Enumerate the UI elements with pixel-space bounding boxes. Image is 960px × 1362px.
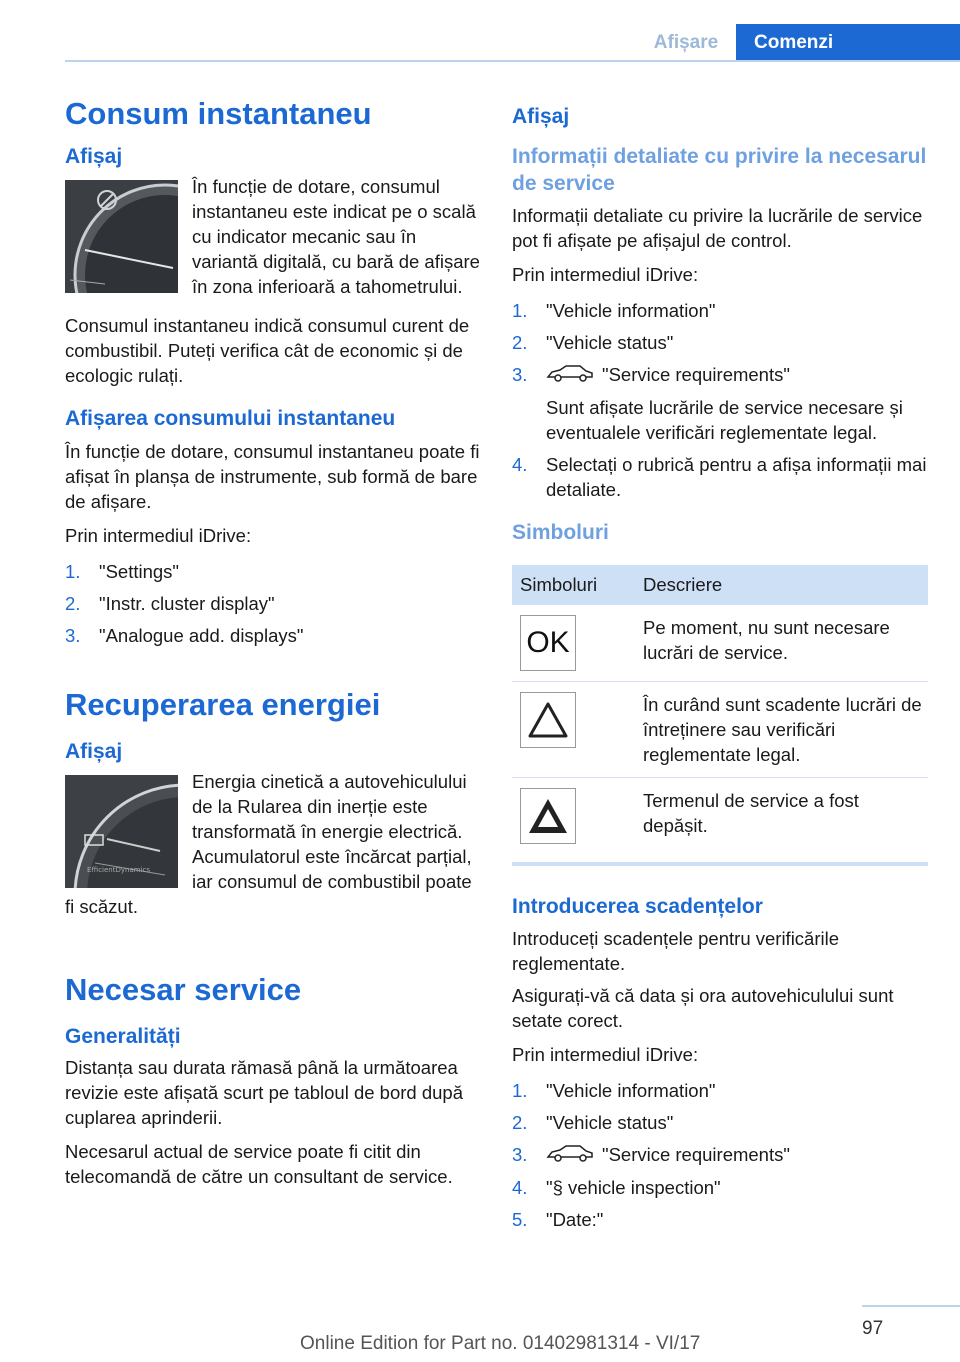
- edition-footer: Online Edition for Part no. 01402981314 - VI/17: [300, 1333, 701, 1354]
- step-number: 1.: [512, 1079, 528, 1101]
- distanta-text: Distanța sau durata rămasă până la următoarea revizie este afișată scurt pe tabloul de bord după cuplarea aprinderii.: [65, 1056, 463, 1128]
- list-item: [512, 1175, 928, 1200]
- warning-triangle-icon: [520, 692, 576, 748]
- energie-block: [65, 769, 480, 919]
- table-row: [512, 681, 928, 777]
- step-text: "Vehicle status": [546, 331, 674, 353]
- symbols-table: [512, 565, 928, 854]
- step-number: 3.: [512, 1143, 528, 1165]
- step-number: 3.: [512, 363, 528, 385]
- heading-recuperarea-energiei: Recuperarea energiei: [65, 686, 381, 722]
- step-number: 3.: [65, 624, 81, 646]
- step-text: "Vehicle information": [546, 1079, 716, 1101]
- header-divider: [65, 60, 960, 62]
- idrive-text-right: Prin intermediul iDrive:: [512, 263, 699, 285]
- step-text: "Date:": [546, 1209, 604, 1231]
- list-item: [65, 623, 480, 648]
- informatii-text: Informații detaliate cu privire la lucrările de service pot fi afișate pe afișajul de control.: [512, 204, 923, 251]
- step-number: 1.: [512, 299, 528, 321]
- symbol-cell: [512, 777, 635, 854]
- energie-text: Energia cinetică a autovehiculului de la Rularea din inerție este transformată în energie electrică. Acumulatorul este încărcat parțial, iar consumul de combustibil poate fi scăzut.: [65, 771, 472, 918]
- heading-generalitati: Generalități: [65, 1025, 181, 1049]
- step-number: 2.: [512, 1111, 528, 1133]
- list-item: [512, 1078, 928, 1103]
- table-row: [512, 777, 928, 854]
- list-item: [65, 559, 480, 584]
- table-bottom-rule: [512, 862, 928, 866]
- step-text: "Service requirements": [602, 1143, 790, 1165]
- desc-cell: În curând sunt scadente lucrări de întreținere sau verificări reglementate legal.: [635, 681, 928, 777]
- table-header-simboluri: Simboluri: [512, 565, 635, 605]
- introduceti-text: Introduceți scadențele pentru verificările reglementate.: [512, 927, 840, 974]
- step-number: 1.: [65, 560, 81, 582]
- heading-afisaj-2: Afișaj: [65, 739, 123, 763]
- left-column: [65, 95, 480, 1189]
- step-number: 4.: [512, 1177, 528, 1199]
- step-text: "Service requirements": [602, 363, 790, 385]
- asigurati-text: Asigurați-vă că data și ora autovehiculului sunt setate corect.: [512, 984, 894, 1031]
- tab-afisare[interactable]: Afișare: [653, 31, 719, 53]
- page-number: 97: [862, 1318, 884, 1339]
- desc-cell: Termenul de service a fost depășit.: [643, 789, 859, 836]
- car-icon: [546, 1143, 594, 1168]
- list-item: [512, 298, 928, 323]
- list-item: [512, 452, 928, 502]
- heading-simboluri: Simboluri: [512, 521, 609, 545]
- consum-curent-text: Consumul instantaneu indică consumul curent de combustibil. Puteți verifica cât de economic și de ecologic rulați.: [65, 315, 470, 387]
- heading-consum-instantaneu: Consum instantaneu: [65, 96, 372, 131]
- efficient-dynamics-image: [65, 775, 178, 888]
- necesarul-text: Necesarul actual de service poate fi citit din telecomandă de către un consultant de service.: [65, 1140, 453, 1187]
- tab-comenzi[interactable]: Comenzi: [736, 24, 960, 61]
- steps-list-right-2: [512, 1078, 928, 1233]
- steps-list-right: [512, 298, 928, 503]
- step-text: "§ vehicle inspection": [546, 1177, 721, 1199]
- consum-intro-block: [65, 174, 480, 299]
- list-item: [512, 330, 928, 355]
- ok-icon: [520, 615, 576, 671]
- overdue-triangle-icon: [520, 788, 576, 844]
- heading-informatii-detaliate: Informații detaliate cu privire la necesarul de service: [512, 145, 927, 195]
- desc-cell: Pe moment, nu sunt necesare lucrări de service.: [635, 605, 928, 682]
- step-text: "Vehicle information": [546, 299, 716, 321]
- svg-text:EfficientDynamics: EfficientDynamics: [87, 866, 150, 875]
- idrive-text-1: Prin intermediul iDrive:: [65, 524, 252, 546]
- heading-introducerea-scadentelor: Introducerea scadențelor: [512, 894, 763, 918]
- consum-intro-text: În funcție de dotare, consumul instantaneu este indicat pe o scală cu indicator mecanic sau în variantă digitală, cu bară de afișare în zona inferioară a tahometrului.: [192, 176, 480, 298]
- tachometer-image: [65, 180, 178, 293]
- car-icon: [546, 363, 594, 388]
- step-subtext: Sunt afișate lucrările de service necesare și eventualele verificări reglementate legal.: [546, 397, 903, 444]
- step-text: Selectați o rubrică pentru a afișa informații mai detaliate.: [546, 454, 927, 501]
- step-number: 4.: [512, 454, 528, 476]
- list-item: [65, 591, 480, 616]
- steps-list-1: [65, 559, 480, 648]
- list-item: [512, 1142, 928, 1169]
- list-item: [512, 1207, 928, 1232]
- step-number: 2.: [512, 331, 528, 353]
- list-item: [512, 362, 928, 446]
- table-row: [512, 605, 928, 682]
- step-text: "Settings": [99, 560, 179, 582]
- right-column: [512, 104, 928, 1239]
- heading-afisarea-consumului: Afișarea consumului instantaneu: [65, 407, 396, 431]
- step-text: "Vehicle status": [546, 1111, 674, 1133]
- heading-afisaj: Afișaj: [65, 145, 123, 169]
- ok-symbol-text: OK: [526, 626, 570, 660]
- step-number: 2.: [65, 592, 81, 614]
- idrive-text-right-2: Prin intermediul iDrive:: [512, 1043, 699, 1065]
- heading-afisaj-right: Afișaj: [512, 105, 570, 128]
- step-number: 5.: [512, 1209, 528, 1231]
- list-item: [512, 1110, 928, 1135]
- footer-divider: [862, 1305, 960, 1307]
- symbol-cell: [512, 681, 635, 777]
- table-header-descriere: Descriere: [635, 565, 928, 605]
- symbol-cell: [512, 605, 635, 682]
- afisarea-text: În funcție de dotare, consumul instantaneu poate fi afișat în planșa de instrumente, sub formă de bare de afișare.: [65, 440, 480, 512]
- step-text: "Analogue add. displays": [99, 624, 304, 646]
- step-text: "Instr. cluster display": [99, 592, 275, 614]
- heading-necesar-service: Necesar service: [65, 972, 302, 1008]
- table-header-row: [512, 565, 928, 605]
